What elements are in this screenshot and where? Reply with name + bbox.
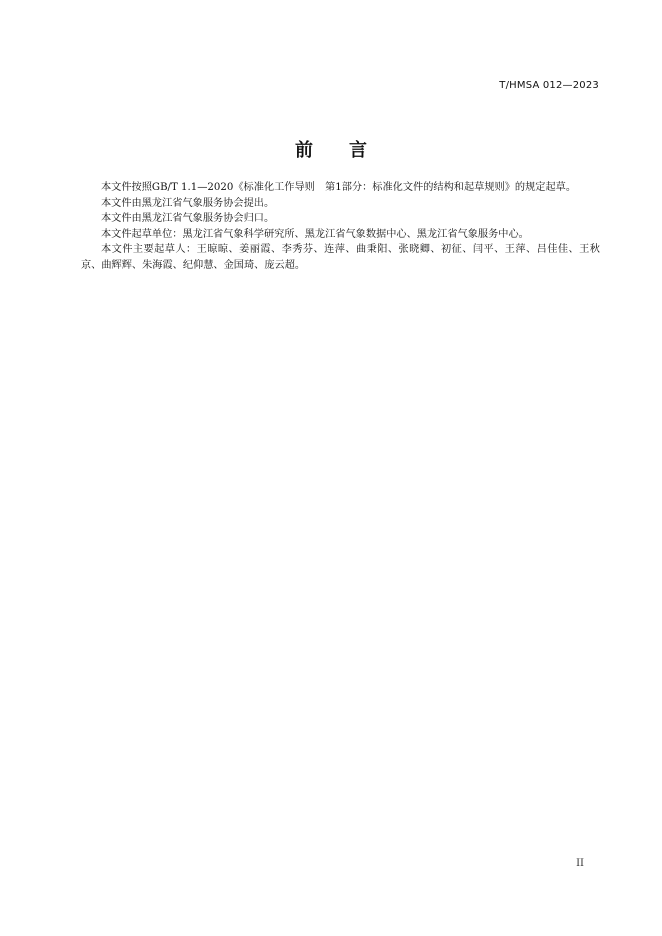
paragraph-proposer: 本文件由黑龙江省气象服务协会提出。 — [101, 197, 275, 209]
paragraph-drafters: 本文件主要起草人：王晾晾、姜丽霞、李秀芬、连萍、曲秉阳、张晓卿、初征、闫平、王萍、吕佳佳、王秋京、曲辉辉、朱海霞、纪仰慧、金国琦、庞云超。 — [81, 244, 600, 271]
paragraph-drafting-rules: 本文件按照GB/T 1.1—2020《标准化工作导则 第1部分：标准化文件的结构和起草规则》的规定起草。 — [101, 182, 577, 193]
foreword-body — [81, 180, 600, 274]
paragraph-administrator: 本文件由黑龙江省气象服务协会归口。 — [101, 213, 275, 225]
paragraph-drafting-units: 本文件起草单位：黑龙江省气象科学研究所、黑龙江省气象数据中心、黑龙江省气象服务中心。 — [101, 228, 529, 240]
title-char-2: 言 — [349, 140, 367, 161]
title-char-1: 前 — [295, 140, 313, 161]
page-title — [0, 136, 662, 162]
page-number: II — [576, 858, 584, 869]
standard-code: T/HMSA 012—2023 — [499, 80, 599, 91]
